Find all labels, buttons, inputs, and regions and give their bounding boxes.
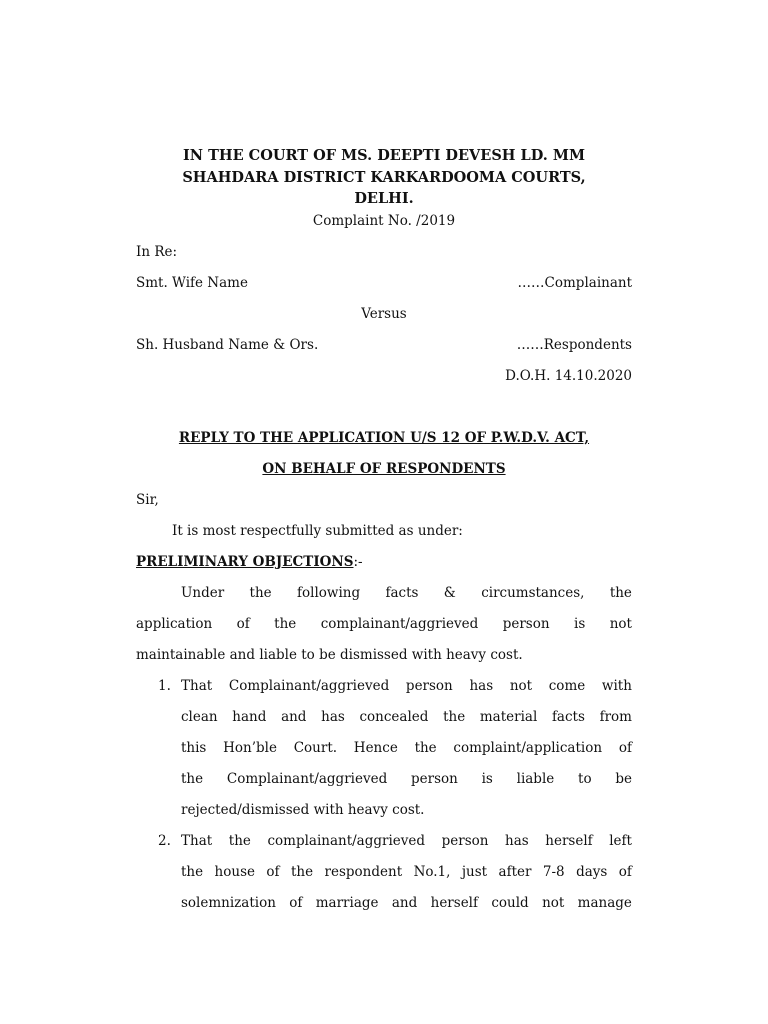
reply-title-text-1: REPLY TO THE APPLICATION U/S 12 OF P.W.D.V. ACT, (178, 430, 590, 446)
complaint-number: Complaint No. /2019 (312, 213, 456, 229)
word: not (609, 616, 632, 632)
word: That (181, 678, 213, 694)
word: person (441, 833, 489, 849)
word: complainant/aggrieved (320, 616, 479, 632)
court-heading-line-1: IN THE COURT OF MS. DEEPTI DEVESH LD. MM (183, 147, 585, 164)
word: could (491, 895, 529, 911)
word: of (236, 616, 250, 632)
respondent-row (136, 335, 632, 355)
word: concealed (359, 709, 429, 725)
word: facts (551, 709, 585, 725)
word: facts (385, 585, 419, 601)
word: herself (430, 895, 478, 911)
list-item-2-line-2 (181, 862, 632, 882)
preliminary-objections-title: PRELIMINARY OBJECTIONS (136, 554, 354, 570)
respondent-role: ……Respondents (516, 337, 632, 353)
word: of (289, 895, 303, 911)
word: is (574, 616, 586, 632)
word: Complainant/aggrieved (226, 771, 388, 787)
word: has (321, 709, 345, 725)
complainant-row (136, 273, 632, 293)
word: be (615, 771, 632, 787)
word: the (181, 771, 204, 787)
word: has (505, 833, 529, 849)
versus-label: Versus (361, 306, 407, 322)
word: person (502, 616, 550, 632)
word: respondent (324, 864, 403, 880)
list-item-1-line-1 (181, 676, 632, 696)
word: house (214, 864, 255, 880)
prelim-para-line-1 (181, 583, 632, 603)
word: and (391, 895, 418, 911)
word: not (542, 895, 565, 911)
word: application (136, 616, 213, 632)
word: the (609, 585, 632, 601)
list-item-1-line-3 (181, 738, 632, 758)
word: left (609, 833, 632, 849)
list-item-1-line-5: rejected/dismissed with heavy cost. (181, 802, 425, 818)
word: the (228, 833, 251, 849)
word: manage (577, 895, 632, 911)
word: from (599, 709, 632, 725)
word: material (479, 709, 538, 725)
word: 7-8 (542, 864, 565, 880)
word: to (578, 771, 592, 787)
word: Hence (353, 740, 398, 756)
court-heading (136, 145, 632, 210)
word: clean (181, 709, 218, 725)
word: the (443, 709, 466, 725)
word: No.1, (413, 864, 451, 880)
word: Under (181, 585, 225, 601)
intro-text: It is most respectfully submitted as under: (172, 523, 463, 539)
word: after (498, 864, 532, 880)
complainant-name: Smt. Wife Name (136, 275, 248, 291)
word: following (297, 585, 361, 601)
word: of (618, 864, 632, 880)
word: & (443, 585, 456, 601)
preliminary-objections-suffix: :- (353, 554, 363, 570)
word: the (414, 740, 437, 756)
complainant-role: ……Complainant (517, 275, 632, 291)
word: the (274, 616, 297, 632)
list-item-1-line-4 (181, 769, 632, 789)
reply-title-line-2 (136, 459, 632, 479)
word: come (548, 678, 586, 694)
word: is (481, 771, 493, 787)
word: has (469, 678, 494, 694)
word: with (601, 678, 632, 694)
word: Court. (293, 740, 338, 756)
prelim-para-line-3: maintainable and liable to be dismissed with heavy cost. (136, 647, 523, 663)
reply-title-text-2: ON BEHALF OF RESPONDENTS (262, 461, 506, 477)
list-item-2-line-3 (181, 893, 632, 913)
word: this (181, 740, 207, 756)
word: complainant/aggrieved (267, 833, 426, 849)
word: person (411, 771, 458, 787)
list-item-1-line-2 (181, 707, 632, 727)
word: of (618, 740, 632, 756)
word: complaint/application (453, 740, 603, 756)
word: the (181, 864, 204, 880)
word: just (461, 864, 488, 880)
word: the (249, 585, 272, 601)
word: That (181, 833, 213, 849)
in-re-label: In Re: (136, 244, 178, 260)
preliminary-objections-heading (136, 552, 632, 572)
word: circumstances, (481, 585, 585, 601)
word: of (266, 864, 280, 880)
word: days (576, 864, 608, 880)
reply-title-line-1 (136, 428, 632, 448)
word: the (290, 864, 314, 880)
list-item-number: 1. (158, 678, 171, 694)
court-heading-line-2: SHAHDARA DISTRICT KARKARDOOMA COURTS, (182, 168, 586, 186)
word: and (281, 709, 307, 725)
word: hand (232, 709, 267, 725)
word: marriage (315, 895, 379, 911)
word: person (405, 678, 453, 694)
word: Complainant/aggrieved (228, 678, 390, 694)
word: Hon’ble (223, 740, 277, 756)
prelim-para-line-2 (136, 614, 632, 634)
salutation: Sir, (136, 492, 159, 508)
word: solemnization (181, 895, 276, 911)
respondent-name: Sh. Husband Name & Ors. (136, 337, 319, 353)
word: liable (516, 771, 555, 787)
list-item-2-line-1 (181, 831, 632, 851)
word: herself (545, 833, 593, 849)
list-item-number: 2. (158, 833, 171, 849)
date-of-hearing: D.O.H. 14.10.2020 (505, 368, 632, 384)
word: not (509, 678, 533, 694)
court-heading-line-3: DELHI. (354, 190, 414, 207)
